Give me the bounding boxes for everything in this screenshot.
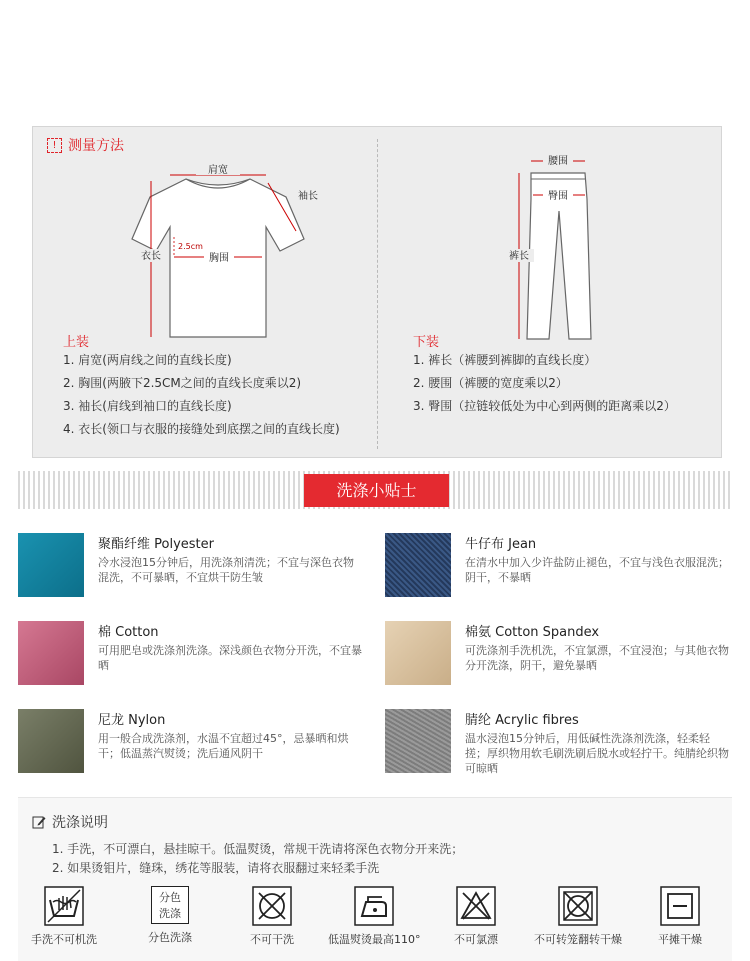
fabric-name: 尼龙 Nylon bbox=[98, 713, 166, 728]
care-symbol-label: 手洗不可机洗 bbox=[31, 933, 97, 946]
separate-wash-text: 分色 bbox=[159, 891, 181, 904]
care-symbol-label: 不可氯漂 bbox=[454, 933, 498, 946]
bottom-item: 2. 腰围（裤腰的宽度乘以2） bbox=[413, 376, 568, 390]
wash-notes bbox=[52, 840, 463, 878]
fabric-name: 棉 Cotton bbox=[98, 625, 159, 640]
top-measure-list bbox=[63, 349, 340, 441]
care-symbol bbox=[430, 886, 522, 947]
pants-length-label: 裤长 bbox=[509, 251, 529, 262]
fabric-swatch bbox=[385, 533, 451, 597]
fabric-jean bbox=[385, 533, 740, 613]
low-iron-icon bbox=[354, 886, 394, 926]
bottom-measure-list bbox=[413, 349, 676, 418]
wash-note: 1. 手洗，不可漂白，悬挂晾干。低温熨烫，常规干洗请将深色衣物分开来洗； bbox=[52, 842, 464, 856]
bottom-section-label: 下装 bbox=[413, 335, 440, 350]
fabric-swatch bbox=[18, 621, 84, 685]
measure-header bbox=[47, 135, 124, 155]
top-item: 1. 肩宽(两肩线之间的直线长度) bbox=[63, 353, 232, 367]
shoulder-label: 肩宽 bbox=[208, 165, 228, 176]
no-tumble-dry-icon bbox=[558, 886, 598, 926]
care-symbol bbox=[328, 886, 420, 947]
care-symbol bbox=[124, 886, 216, 945]
no-bleach-icon bbox=[456, 886, 496, 926]
fabric-swatch bbox=[18, 709, 84, 773]
care-symbol-label: 不可转笼翻转干燥 bbox=[534, 933, 622, 946]
fabric-cotton-spandex bbox=[385, 621, 740, 701]
length-label: 衣长 bbox=[141, 251, 161, 262]
care-symbol-label: 不可干洗 bbox=[250, 933, 294, 946]
fabric-swatch bbox=[385, 621, 451, 685]
edit-icon bbox=[32, 815, 46, 829]
care-symbol bbox=[634, 886, 726, 947]
fabric-name: 聚酯纤维 Polyester bbox=[98, 537, 214, 552]
chest-label: 胸围 bbox=[209, 253, 229, 264]
separate-wash-icon bbox=[151, 886, 189, 924]
care-symbol bbox=[226, 886, 318, 947]
fabric-name: 牛仔布 Jean bbox=[465, 537, 537, 552]
waist-label: 腰围 bbox=[548, 156, 568, 167]
tips-title: 洗涤小贴士 bbox=[304, 474, 449, 507]
bottom-item: 3. 臀围（拉链较低处为中心到两侧的距离乘以2） bbox=[413, 399, 676, 413]
alert-icon: ! bbox=[47, 138, 62, 153]
fabric-desc: 在清水中加入少许盐防止褪色，不宜与浅色衣服混洗；阴干，不暴晒 bbox=[465, 556, 729, 584]
separate-wash-text: 洗涤 bbox=[159, 907, 181, 920]
top-item: 4. 衣长(领口与衣服的接缝处到底摆之间的直线长度) bbox=[63, 422, 340, 436]
fabric-cotton bbox=[18, 621, 373, 701]
fabric-name: 棉氨 Cotton Spandex bbox=[465, 625, 600, 640]
fabric-desc: 可用肥皂或洗涤剂洗涤。深浅颜色衣物分开洗，不宜暴晒 bbox=[98, 644, 362, 672]
fabric-desc: 冷水浸泡15分钟后，用洗涤剂清洗；不宜与深色衣物混洗，不可暴晒，不宜烘干防生皱 bbox=[98, 556, 354, 584]
fabric-swatch bbox=[385, 709, 451, 773]
no-dry-clean-icon bbox=[252, 886, 292, 926]
pants-diagram bbox=[493, 149, 603, 344]
care-symbol-label: 分色洗涤 bbox=[148, 931, 192, 944]
fabric-desc: 温水浸泡15分钟后，用低碱性洗涤剂洗涤，轻柔轻搓；厚织物用软毛刷洗刷后脱水或轻拧干。纯腈纶织物可晾晒 bbox=[465, 732, 729, 775]
sleeve-label: 袖长 bbox=[298, 191, 318, 202]
fabric-desc: 可洗涤剂手洗机洗，不宜氯漂，不宜浸泡；与其他衣物分开洗涤，阴干，避免暴晒 bbox=[465, 644, 729, 672]
divider bbox=[377, 139, 378, 449]
fabric-swatch bbox=[18, 533, 84, 597]
wash-title: 洗涤说明 bbox=[52, 815, 108, 831]
wash-header bbox=[32, 812, 108, 832]
flat-dry-icon bbox=[660, 886, 700, 926]
care-symbol-label: 低温熨烫最高110° bbox=[328, 933, 421, 946]
top-item: 2. 胸围(两腋下2.5CM之间的直线长度乘以2) bbox=[63, 376, 302, 390]
measurement-panel bbox=[32, 126, 722, 458]
top-section-label: 上装 bbox=[63, 335, 90, 350]
care-symbol bbox=[18, 886, 110, 947]
wash-note: 2. 如果烫钼片，缝珠，绣花等服装，请将衣服翻过来轻柔手洗 bbox=[52, 861, 380, 875]
fabric-name: 腈纶 Acrylic fibres bbox=[465, 713, 579, 728]
care-symbol bbox=[532, 886, 624, 947]
bottom-item: 1. 裤长（裤腰到裤脚的直线长度） bbox=[413, 353, 597, 367]
care-symbol-label: 平摊干燥 bbox=[658, 933, 702, 946]
tshirt-diagram bbox=[118, 157, 318, 342]
hip-label: 臀围 bbox=[548, 191, 568, 202]
fabric-polyester bbox=[18, 533, 373, 613]
top-item: 3. 袖长(肩线到袖口的直线长度) bbox=[63, 399, 232, 413]
hand-wash-icon bbox=[44, 886, 84, 926]
fabric-desc: 用一般合成洗涤剂，水温不宜超过45°，忌暴晒和烘干；低温蒸汽熨烫；洗后通风阴干 bbox=[98, 732, 349, 760]
offset-label: 2.5cm bbox=[178, 242, 203, 251]
fabric-nylon bbox=[18, 709, 373, 789]
wash-instructions-panel bbox=[18, 797, 732, 961]
measure-title: 测量方法 bbox=[68, 138, 124, 154]
fabric-acrylic bbox=[385, 709, 740, 789]
